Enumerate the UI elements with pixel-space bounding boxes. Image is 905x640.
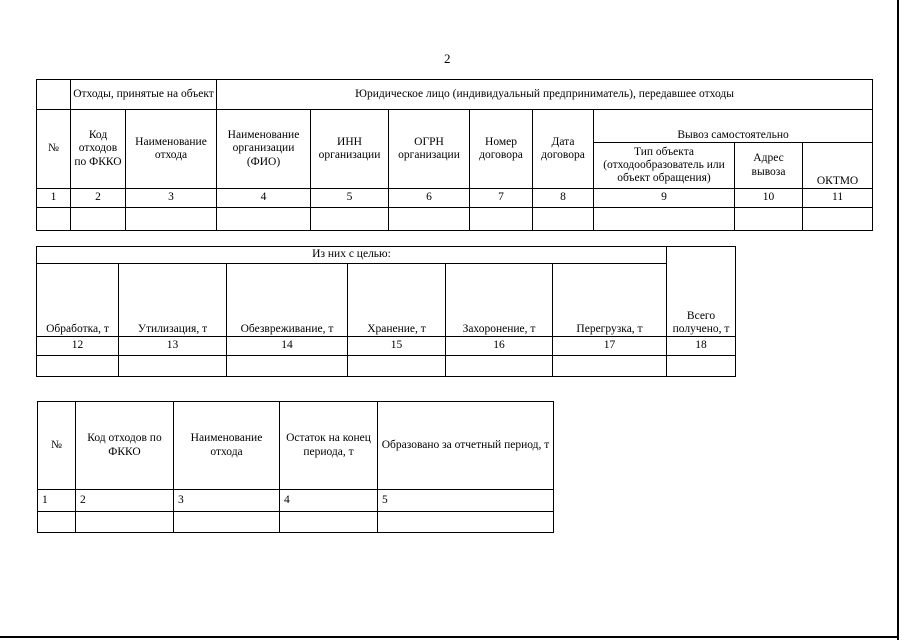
empty-cell — [227, 356, 348, 377]
col-number: 8 — [533, 189, 594, 208]
empty-cell — [553, 356, 667, 377]
col-header-no: № — [37, 110, 71, 189]
empty-cell — [378, 512, 554, 533]
page-edge-bottom — [0, 636, 899, 638]
col-header-neutralization: Обезвреживание, т — [227, 264, 348, 337]
table-purpose — [36, 246, 736, 377]
col-header-burial: Захоронение, т — [446, 264, 553, 337]
col-header-processing: Обработка, т — [37, 264, 119, 337]
empty-cell — [446, 356, 553, 377]
col-number: 12 — [37, 337, 119, 356]
header-blank-cell — [37, 80, 71, 110]
col-header-inn: ИНН организации — [311, 110, 389, 189]
col-number: 5 — [311, 189, 389, 208]
empty-cell — [71, 208, 126, 231]
empty-cell — [126, 208, 217, 231]
group-header-received: Отходы, принятые на объект — [71, 80, 217, 110]
table-waste-received — [36, 79, 873, 231]
col-header-generated: Образовано за отчетный период, т — [378, 402, 554, 490]
col-header-org-name: Наименование организации (ФИО) — [217, 110, 311, 189]
col-number: 4 — [280, 490, 378, 512]
empty-cell — [389, 208, 470, 231]
col-header-waste-name: Наименование отхода — [126, 110, 217, 189]
col-number: 1 — [38, 490, 76, 512]
col-header-storage: Хранение, т — [348, 264, 446, 337]
page-number: 2 — [444, 51, 451, 66]
empty-cell — [217, 208, 311, 231]
col-number: 13 — [119, 337, 227, 356]
col-number: 6 — [389, 189, 470, 208]
empty-cell — [76, 512, 174, 533]
col-header-total: Всего получено, т — [667, 247, 736, 337]
col-header-remainder: Остаток на конец периода, т — [280, 402, 378, 490]
empty-cell — [119, 356, 227, 377]
empty-cell — [470, 208, 533, 231]
col-number: 15 — [348, 337, 446, 356]
table-row — [37, 356, 736, 377]
col-number: 16 — [446, 337, 553, 356]
group-header-purpose: Из них с целью: — [37, 247, 667, 264]
empty-cell — [735, 208, 803, 231]
empty-cell — [803, 208, 873, 231]
col-number: 11 — [803, 189, 873, 208]
col-number: 10 — [735, 189, 803, 208]
col-header-waste-name: Наименование отхода — [174, 402, 280, 490]
table-remainder — [37, 401, 554, 533]
col-number: 18 — [667, 337, 736, 356]
col-number: 14 — [227, 337, 348, 356]
col-header-contract-no: Номер договора — [470, 110, 533, 189]
empty-cell — [174, 512, 280, 533]
col-header-fkko: Код отходов по ФККО — [71, 110, 126, 189]
empty-cell — [280, 512, 378, 533]
col-number: 17 — [553, 337, 667, 356]
col-number: 2 — [71, 189, 126, 208]
col-number: 9 — [594, 189, 735, 208]
col-header-oktmo: ОКТМО — [803, 143, 873, 189]
col-number: 7 — [470, 189, 533, 208]
col-header-no: № — [38, 402, 76, 490]
col-header-fkko: Код отходов по ФККО — [76, 402, 174, 490]
col-number: 3 — [174, 490, 280, 512]
empty-cell — [348, 356, 446, 377]
group-header-entity: Юридическое лицо (индивидуальный предприниматель), передавшее отходы — [217, 80, 873, 110]
col-header-contract-date: Дата договора — [533, 110, 594, 189]
empty-cell — [37, 356, 119, 377]
col-number: 3 — [126, 189, 217, 208]
page-edge-right — [897, 0, 899, 640]
col-number: 1 — [37, 189, 71, 208]
col-number: 5 — [378, 490, 554, 512]
empty-cell — [311, 208, 389, 231]
col-header-reload: Перегрузка, т — [553, 264, 667, 337]
col-header-object-type: Тип объекта (отходообразователь или объект обращения) — [594, 143, 735, 189]
col-header-ogrn: ОГРН организации — [389, 110, 470, 189]
table-row — [38, 512, 554, 533]
col-header-utilization: Утилизация, т — [119, 264, 227, 337]
col-header-export-address: Адрес вывоза — [735, 143, 803, 189]
group-header-self-export: Вывоз самостоятельно — [594, 110, 873, 143]
empty-cell — [533, 208, 594, 231]
empty-cell — [667, 356, 736, 377]
col-number: 4 — [217, 189, 311, 208]
empty-cell — [38, 512, 76, 533]
table-row — [37, 208, 873, 231]
empty-cell — [37, 208, 71, 231]
col-number: 2 — [76, 490, 174, 512]
empty-cell — [594, 208, 735, 231]
